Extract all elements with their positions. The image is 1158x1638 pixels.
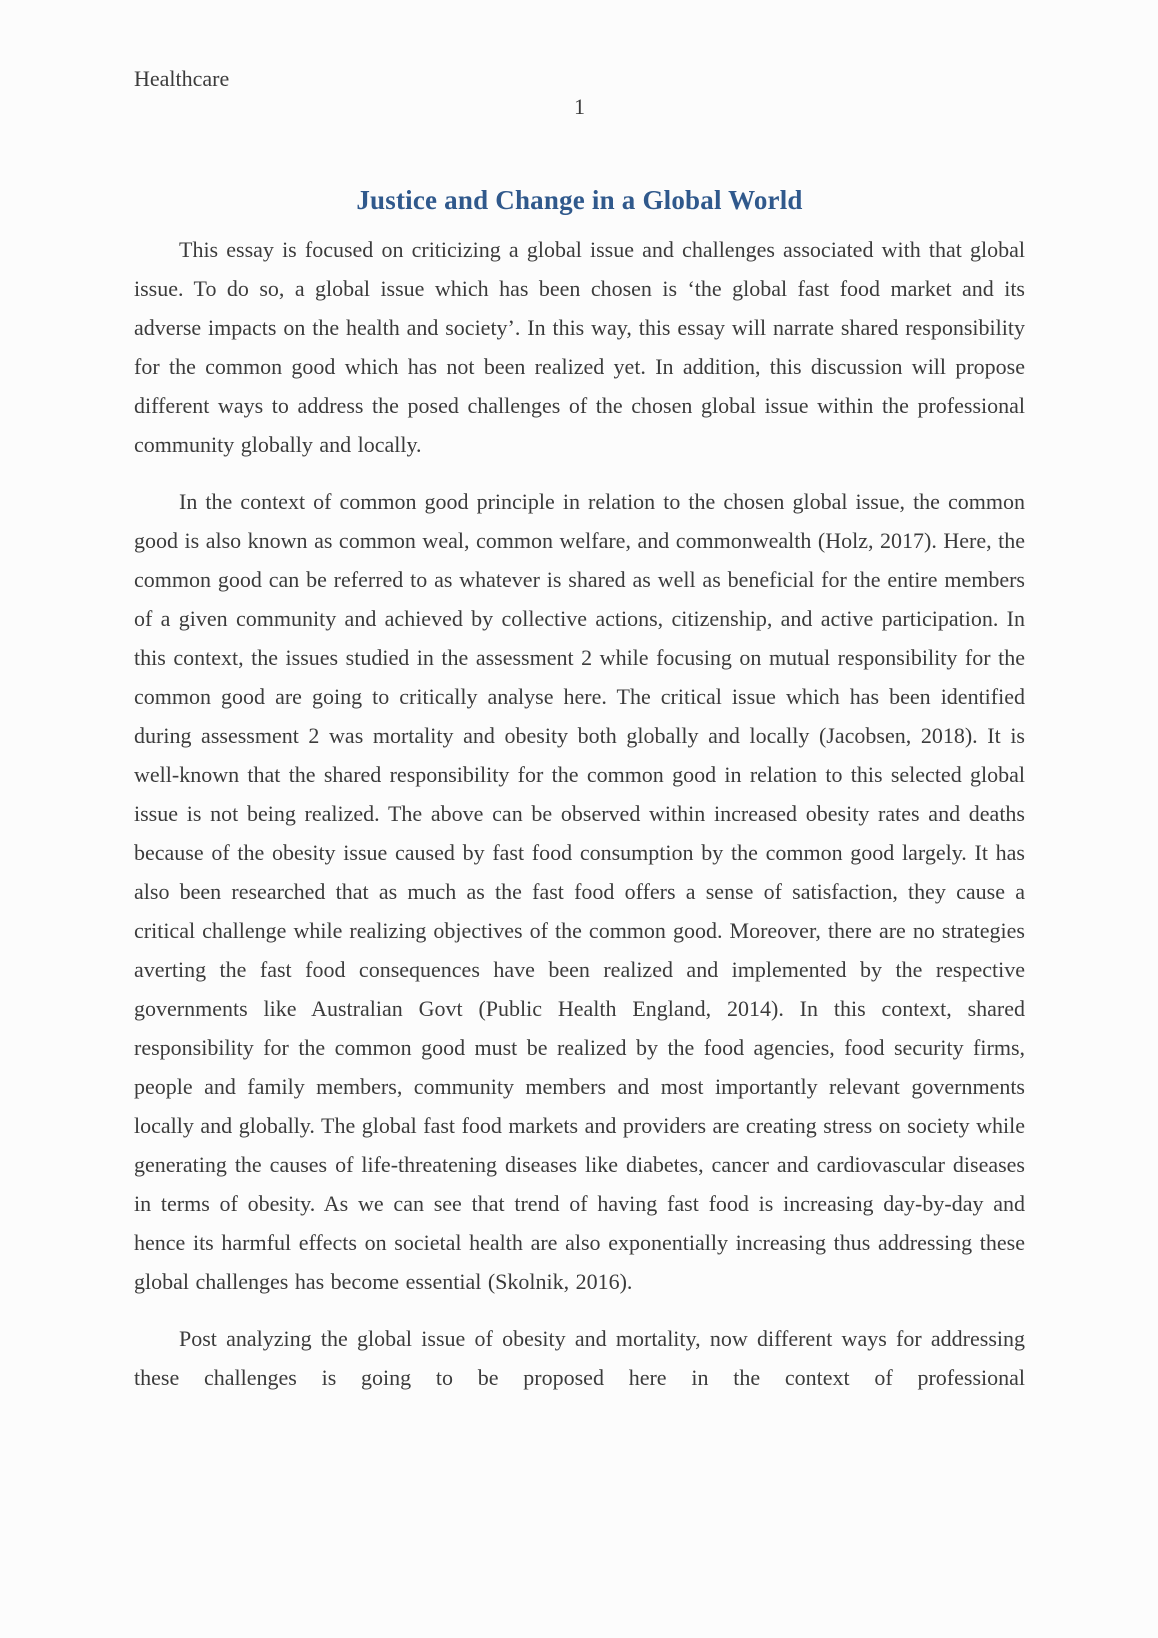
essay-body — [134, 230, 1025, 1397]
running-header — [134, 66, 1025, 92]
essay-paragraph-3: Post analyzing the global issue of obesity and mortality, now different ways for addressing these challenges is going to be proposed here in the context of professional — [134, 1326, 1025, 1390]
essay-title: Justice and Change in a Global World — [356, 185, 803, 215]
essay-paragraph-1: This essay is focused on criticizing a global issue and challenges associated with that global issue. To do so, a global issue which has been chosen is ‘the global fast food market and its adverse impacts on the health and society’. In this way, this essay will narrate shared responsibility for the common good which has not been realized yet. In addition, this discussion will propose different ways to address the posed challenges of the chosen global issue within the professional community globally and locally. — [134, 237, 1025, 457]
page-number: 1 — [574, 94, 585, 119]
essay-paragraph-2: In the context of common good principle in relation to the chosen global issue, the common good is also known as common weal, common welfare, and commonwealth (Holz, 2017). Here, the common good can be referred to as whatever is shared as well as beneficial for the entire members of a given community and achieved by collective actions, citizenship, and active participation. In this context, the issues studied in the assessment 2 while focusing on mutual responsibility for the common good are going to critically analyse here. The critical issue which has been identified during assessment 2 was mortality and obesity both globally and locally (Jacobsen, 2018). It is well-known that the shared responsibility for the common good in relation to this selected global issue is not being realized. The above can be observed within increased obesity rates and deaths because of the obesity issue caused by fast food consumption by the common good largely. It has also been researched that as much as the fast food offers a sense of satisfaction, they cause a critical challenge while realizing objectives of the common good. Moreover, there are no strategies averting the fast food consequences have been realized and implemented by the respective governments like Australian Govt (Public Health England, 2014). In this context, shared responsibility for the common good must be realized by the food agencies, food security firms, people and family members, community members and most importantly relevant governments locally and globally. The global fast food markets and providers are creating stress on society while generating the causes of life-threatening diseases like diabetes, cancer and cardiovascular diseases in terms of obesity. As we can see that trend of having fast food is increasing day-by-day and hence its harmful effects on societal health are also exponentially increasing thus addressing these global challenges has become essential (Skolnik, 2016). — [134, 489, 1025, 1294]
running-header-text: Healthcare — [134, 66, 230, 91]
